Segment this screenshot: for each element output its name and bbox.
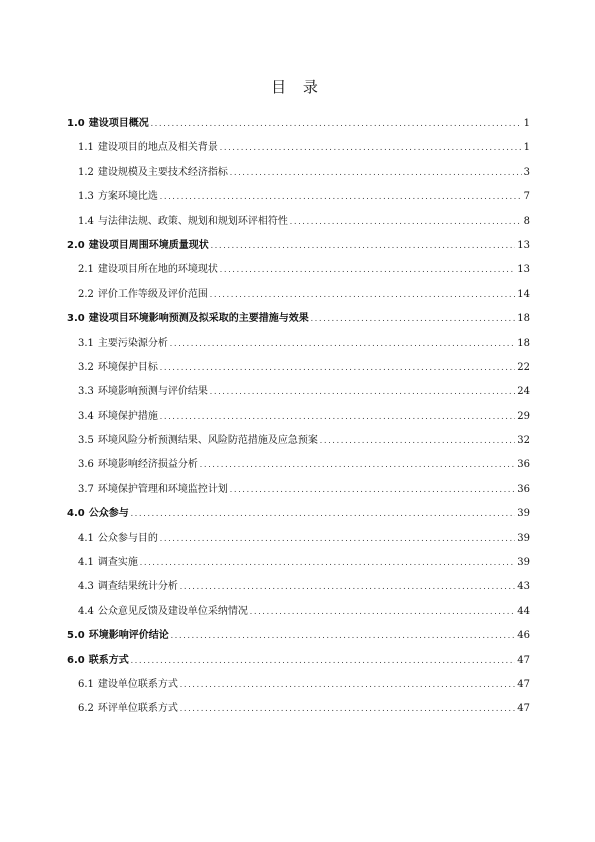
toc-dot-leader <box>210 234 516 258</box>
toc-entry-label: 建设项目周围环境质量现状 <box>88 239 209 251</box>
toc-dot-leader <box>209 380 515 404</box>
toc-page-number: 3 <box>523 166 530 178</box>
toc-entry-text <box>78 600 248 624</box>
toc-dot-leader <box>229 478 515 502</box>
toc-entry-text <box>78 478 228 502</box>
toc-entry-label: 环境保护目标 <box>97 361 158 373</box>
toc-title: 目 录 <box>271 78 324 96</box>
toc-section-entry[interactable] <box>67 575 530 599</box>
toc-page-number: 18 <box>517 313 530 325</box>
toc-dot-leader <box>169 332 515 356</box>
toc-page-number: 1 <box>523 118 530 129</box>
toc-dot-leader <box>159 527 515 551</box>
toc-section-entry[interactable] <box>67 258 530 282</box>
toc-entry-text <box>78 405 158 429</box>
toc-entry-text <box>78 185 158 209</box>
toc-page-number: 14 <box>517 288 530 300</box>
toc-section-entry[interactable] <box>67 527 530 551</box>
toc-dot-leader <box>170 624 516 648</box>
toc-page-number: 1 <box>523 142 530 154</box>
toc-entry-label: 联系方式 <box>88 654 129 666</box>
toc-entry-number: 4.4 <box>78 605 94 617</box>
toc-entry-text <box>67 624 169 648</box>
toc-entry-label: 环境保护管理和环境监控计划 <box>97 483 228 495</box>
toc-section-entry[interactable] <box>67 380 530 404</box>
toc-entry-label: 方案环境比选 <box>97 191 158 203</box>
toc-dot-leader <box>159 185 522 209</box>
toc-page-number: 47 <box>517 703 530 715</box>
toc-entry-number: 3.2 <box>78 361 94 373</box>
toc-page-number: 8 <box>523 215 530 227</box>
toc-dot-leader <box>209 283 515 307</box>
toc-section-entry[interactable] <box>67 551 530 575</box>
toc-page-number: 13 <box>517 264 530 276</box>
toc-dot-leader <box>229 161 522 185</box>
toc-entry-number: 6.2 <box>78 703 94 715</box>
toc-entry-label: 评价工作等级及评价范围 <box>97 288 208 300</box>
toc-page-number: 36 <box>517 483 530 495</box>
toc-entry-label: 环境影响评价结论 <box>88 630 169 642</box>
toc-entry-text <box>78 429 318 453</box>
toc-dot-leader <box>199 453 515 477</box>
toc-entry-number: 5.0 <box>67 630 85 642</box>
toc-section-entry[interactable] <box>67 453 530 477</box>
toc-dot-leader <box>150 112 522 136</box>
toc-entry-text <box>78 283 208 307</box>
toc-entry-number: 1.2 <box>78 166 94 178</box>
toc-section-entry[interactable] <box>67 136 530 160</box>
toc-entry-number: 4.0 <box>67 508 85 520</box>
toc-page-number: 47 <box>517 678 530 690</box>
toc-page-number: 29 <box>517 410 530 422</box>
toc-entry-number: 1.3 <box>78 191 94 203</box>
toc-entry-label: 公众参与 <box>88 508 129 520</box>
toc-entry-text <box>78 161 228 185</box>
toc-section-entry[interactable] <box>67 332 530 356</box>
toc-chapter-entry[interactable] <box>67 112 530 136</box>
toc-dot-leader <box>179 575 515 599</box>
toc-entry-text <box>78 258 218 282</box>
toc-entry-number: 3.5 <box>78 435 94 447</box>
toc-entry-label: 环境保护措施 <box>97 410 158 422</box>
toc-entry-text <box>67 112 149 136</box>
toc-chapter-entry[interactable] <box>67 307 530 331</box>
toc-dot-leader <box>289 210 522 234</box>
toc-section-entry[interactable] <box>67 161 530 185</box>
toc-entry-label: 建设单位联系方式 <box>97 678 178 690</box>
toc-entry-number: 3.7 <box>78 483 94 495</box>
toc-entry-number: 3.6 <box>78 459 94 471</box>
toc-dot-leader <box>310 307 516 331</box>
toc-dot-leader <box>219 136 522 160</box>
toc-entry-text <box>67 234 209 258</box>
toc-entry-number: 3.3 <box>78 386 94 398</box>
toc-entry-label: 环境影响经济损益分析 <box>97 459 198 471</box>
toc-entry-number: 1.0 <box>67 118 85 129</box>
toc-entry-text <box>78 356 158 380</box>
toc-section-entry[interactable] <box>67 697 530 721</box>
toc-dot-leader <box>130 502 516 526</box>
toc-entry-number: 4.3 <box>78 581 94 593</box>
toc-page-number: 32 <box>517 435 530 447</box>
toc-entry-label: 环评单位联系方式 <box>97 703 178 715</box>
toc-entry-number: 3.0 <box>67 313 85 325</box>
toc-dot-leader <box>139 551 515 575</box>
toc-page-number: 44 <box>517 605 530 617</box>
toc-entry-text <box>67 502 129 526</box>
toc-page-number: 36 <box>517 459 530 471</box>
toc-entry-text <box>78 697 178 721</box>
toc-entry-label: 公众意见反馈及建设单位采纳情况 <box>97 605 248 617</box>
toc-chapter-entry[interactable] <box>67 624 530 648</box>
toc-page-number: 43 <box>517 581 530 593</box>
toc-page-number: 22 <box>517 361 530 373</box>
toc-entry-label: 建设项目所在地的环境现状 <box>97 264 218 276</box>
toc-section-entry[interactable] <box>67 210 530 234</box>
toc-dot-leader <box>179 697 515 721</box>
toc-entry-label: 调查实施 <box>97 557 138 569</box>
toc-entry-label: 主要污染源分析 <box>97 337 168 349</box>
toc-dot-leader <box>159 405 515 429</box>
toc-entry-text <box>78 380 208 404</box>
toc-entry-number: 2.2 <box>78 288 94 300</box>
toc-entry-number: 2.1 <box>78 264 94 276</box>
toc-entry-label: 与法律法规、政策、规划和规划环评相符性 <box>97 215 288 227</box>
toc-page-number: 18 <box>517 337 530 349</box>
toc-entry-number: 4.1 <box>78 532 94 544</box>
toc-page-number: 47 <box>517 654 530 666</box>
toc-section-entry[interactable] <box>67 673 530 697</box>
toc-entry-number: 1.4 <box>78 215 94 227</box>
toc-entry-number: 6.1 <box>78 678 94 690</box>
toc-section-entry[interactable] <box>67 356 530 380</box>
toc-page-number: 7 <box>523 191 530 203</box>
toc-entry-text <box>67 649 129 673</box>
toc-entry-text <box>78 575 178 599</box>
toc-chapter-entry[interactable] <box>67 234 530 258</box>
toc-entry-number: 2.0 <box>67 239 85 251</box>
toc-dot-leader <box>319 429 515 453</box>
toc-section-entry[interactable] <box>67 600 530 624</box>
toc-page-number: 13 <box>517 239 530 251</box>
toc-entry-text <box>78 136 218 160</box>
toc-entry-text <box>67 307 309 331</box>
toc-dot-leader <box>249 600 515 624</box>
toc-entry-text <box>78 453 198 477</box>
toc-entry-label: 建设项目的地点及相关背景 <box>97 142 218 154</box>
toc-page-number: 39 <box>517 508 530 520</box>
toc-entry-text <box>78 527 158 551</box>
toc-chapter-entry[interactable] <box>67 649 530 673</box>
toc-dot-leader <box>219 258 515 282</box>
toc-entry-label: 建设项目概况 <box>88 118 149 129</box>
toc-dot-leader <box>159 356 515 380</box>
toc-entry-number: 3.1 <box>78 337 94 349</box>
toc-entry-number: 4.1 <box>78 557 94 569</box>
toc-entry-label: 环境影响预测与评价结果 <box>97 386 208 398</box>
toc-list <box>67 112 530 722</box>
toc-page-number: 39 <box>517 532 530 544</box>
toc-entry-text <box>78 551 138 575</box>
toc-section-entry[interactable] <box>67 185 530 209</box>
toc-entry-label: 建设项目环境影响预测及拟采取的主要措施与效果 <box>88 313 309 325</box>
toc-entry-text <box>78 332 168 356</box>
toc-chapter-entry[interactable] <box>67 502 530 526</box>
toc-entry-label: 公众参与目的 <box>97 532 158 544</box>
toc-entry-number: 1.1 <box>78 142 94 154</box>
toc-entry-number: 3.4 <box>78 410 94 422</box>
toc-dot-leader <box>130 649 516 673</box>
toc-page-number: 24 <box>517 386 530 398</box>
toc-entry-label: 建设规模及主要技术经济指标 <box>97 166 228 178</box>
toc-section-entry[interactable] <box>67 405 530 429</box>
toc-section-entry[interactable] <box>67 478 530 502</box>
toc-entry-label: 环境风险分析预测结果、风险防范措施及应急预案 <box>97 435 318 447</box>
toc-section-entry[interactable] <box>67 283 530 307</box>
toc-page-number: 39 <box>517 557 530 569</box>
toc-entry-text <box>78 210 288 234</box>
toc-section-entry[interactable] <box>67 429 530 453</box>
toc-entry-text <box>78 673 178 697</box>
toc-page-number: 46 <box>517 630 530 642</box>
toc-entry-number: 6.0 <box>67 654 85 666</box>
toc-dot-leader <box>179 673 515 697</box>
toc-entry-label: 调查结果统计分析 <box>97 581 178 593</box>
